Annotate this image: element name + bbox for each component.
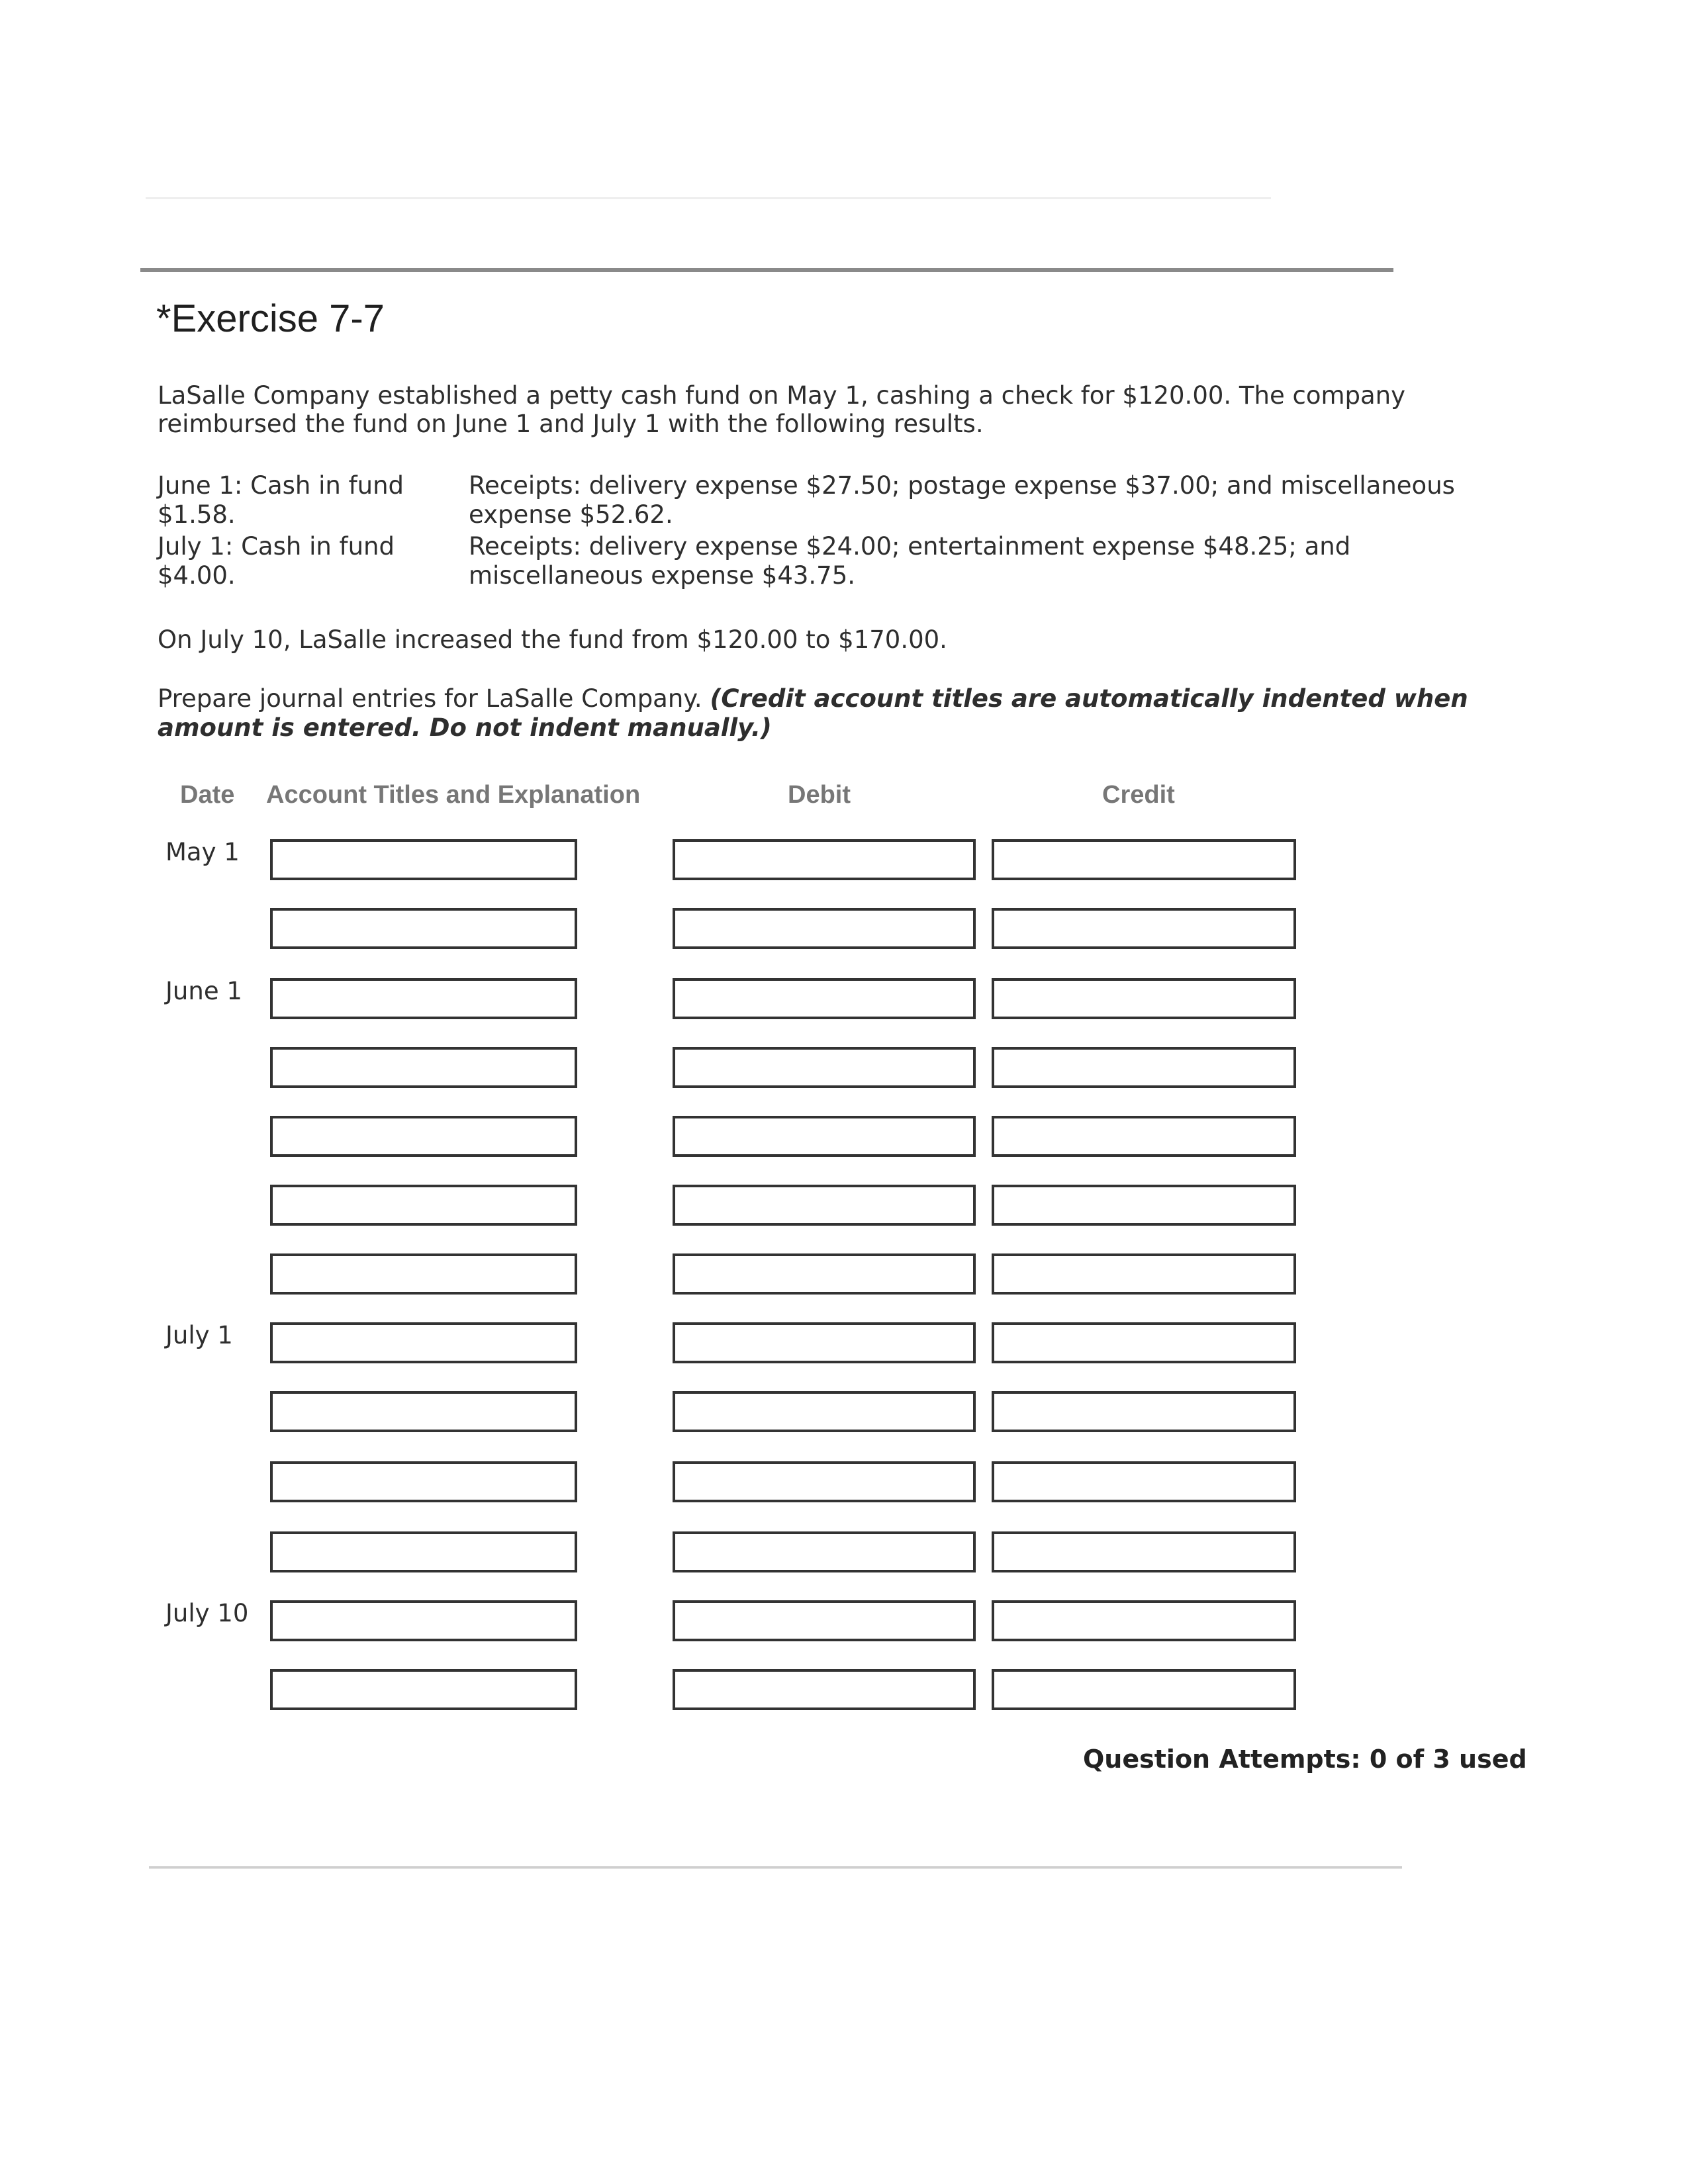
indent-note: (Credit account titles are automatically indented when amount is entered. Do not indent manually.) xyxy=(158,684,1468,742)
debit-amount-input[interactable] xyxy=(673,1322,976,1363)
account-title-input[interactable] xyxy=(270,1253,577,1295)
instructions-text: Prepare journal entries for LaSalle Company. xyxy=(158,684,702,713)
debit-amount-input[interactable] xyxy=(673,1391,976,1432)
account-title-input[interactable] xyxy=(270,1322,577,1363)
fund-increase-text: On July 10, LaSalle increased the fund from $120.00 to $170.00. xyxy=(158,625,947,654)
account-title-input[interactable] xyxy=(270,978,577,1019)
question-attempts: Question Attempts: 0 of 3 used xyxy=(1083,1745,1527,1774)
credit-amount-input[interactable] xyxy=(992,1047,1296,1088)
account-title-input[interactable] xyxy=(270,908,577,949)
debit-amount-input[interactable] xyxy=(673,839,976,880)
debit-amount-input[interactable] xyxy=(673,1669,976,1710)
credit-amount-input[interactable] xyxy=(992,1391,1296,1432)
debit-amount-input[interactable] xyxy=(673,1600,976,1641)
credit-amount-input[interactable] xyxy=(992,1600,1296,1641)
credit-column-header: Credit xyxy=(1102,781,1175,809)
credit-amount-input[interactable] xyxy=(992,1531,1296,1572)
debit-amount-input[interactable] xyxy=(673,908,976,949)
account-title-input[interactable] xyxy=(270,1391,577,1432)
top-divider xyxy=(140,268,1393,272)
debit-amount-input[interactable] xyxy=(673,1185,976,1226)
account-column-header: Account Titles and Explanation xyxy=(266,781,641,809)
credit-amount-input[interactable] xyxy=(992,1253,1296,1295)
date-column-header: Date xyxy=(180,781,235,809)
account-title-input[interactable] xyxy=(270,1185,577,1226)
instructions xyxy=(158,684,1521,743)
credit-amount-input[interactable] xyxy=(992,908,1296,949)
account-title-input[interactable] xyxy=(270,1047,577,1088)
account-title-input[interactable] xyxy=(270,839,577,880)
date-label-july-10: July 10 xyxy=(165,1599,249,1627)
debit-amount-input[interactable] xyxy=(673,1461,976,1502)
credit-amount-input[interactable] xyxy=(992,978,1296,1019)
credit-amount-input[interactable] xyxy=(992,1116,1296,1157)
account-title-input[interactable] xyxy=(270,1531,577,1572)
date-label-june-1: June 1 xyxy=(165,977,242,1005)
bottom-divider xyxy=(149,1866,1402,1869)
date-label-july-1: July 1 xyxy=(165,1321,233,1349)
credit-amount-input[interactable] xyxy=(992,1461,1296,1502)
account-title-input[interactable] xyxy=(270,1116,577,1157)
debit-amount-input[interactable] xyxy=(673,1531,976,1572)
exercise-intro: LaSalle Company established a petty cash fund on May 1, cashing a check for $120.00. The company reimbursed the fund on June 1 and July 1 with the following results. xyxy=(158,381,1406,438)
credit-amount-input[interactable] xyxy=(992,1669,1296,1710)
debit-column-header: Debit xyxy=(788,781,851,809)
date-label-may-1: May 1 xyxy=(165,838,240,866)
credit-amount-input[interactable] xyxy=(992,839,1296,880)
account-title-input[interactable] xyxy=(270,1600,577,1641)
account-title-input[interactable] xyxy=(270,1669,577,1710)
july-result-label: July 1: Cash in fund $4.00. xyxy=(158,532,395,590)
june-result-label: June 1: Cash in fund $1.58. xyxy=(158,471,404,529)
debit-amount-input[interactable] xyxy=(673,978,976,1019)
debit-amount-input[interactable] xyxy=(673,1253,976,1295)
debit-amount-input[interactable] xyxy=(673,1116,976,1157)
faint-header-line xyxy=(146,197,1271,199)
account-title-input[interactable] xyxy=(270,1461,577,1502)
june-result-text: Receipts: delivery expense $27.50; postage expense $37.00; and miscellaneous expense $52.62. xyxy=(469,471,1455,529)
credit-amount-input[interactable] xyxy=(992,1322,1296,1363)
exercise-title: *Exercise 7-7 xyxy=(156,297,385,340)
july-result-text: Receipts: delivery expense $24.00; entertainment expense $48.25; and miscellaneous expense $43.75. xyxy=(469,532,1351,590)
credit-amount-input[interactable] xyxy=(992,1185,1296,1226)
debit-amount-input[interactable] xyxy=(673,1047,976,1088)
